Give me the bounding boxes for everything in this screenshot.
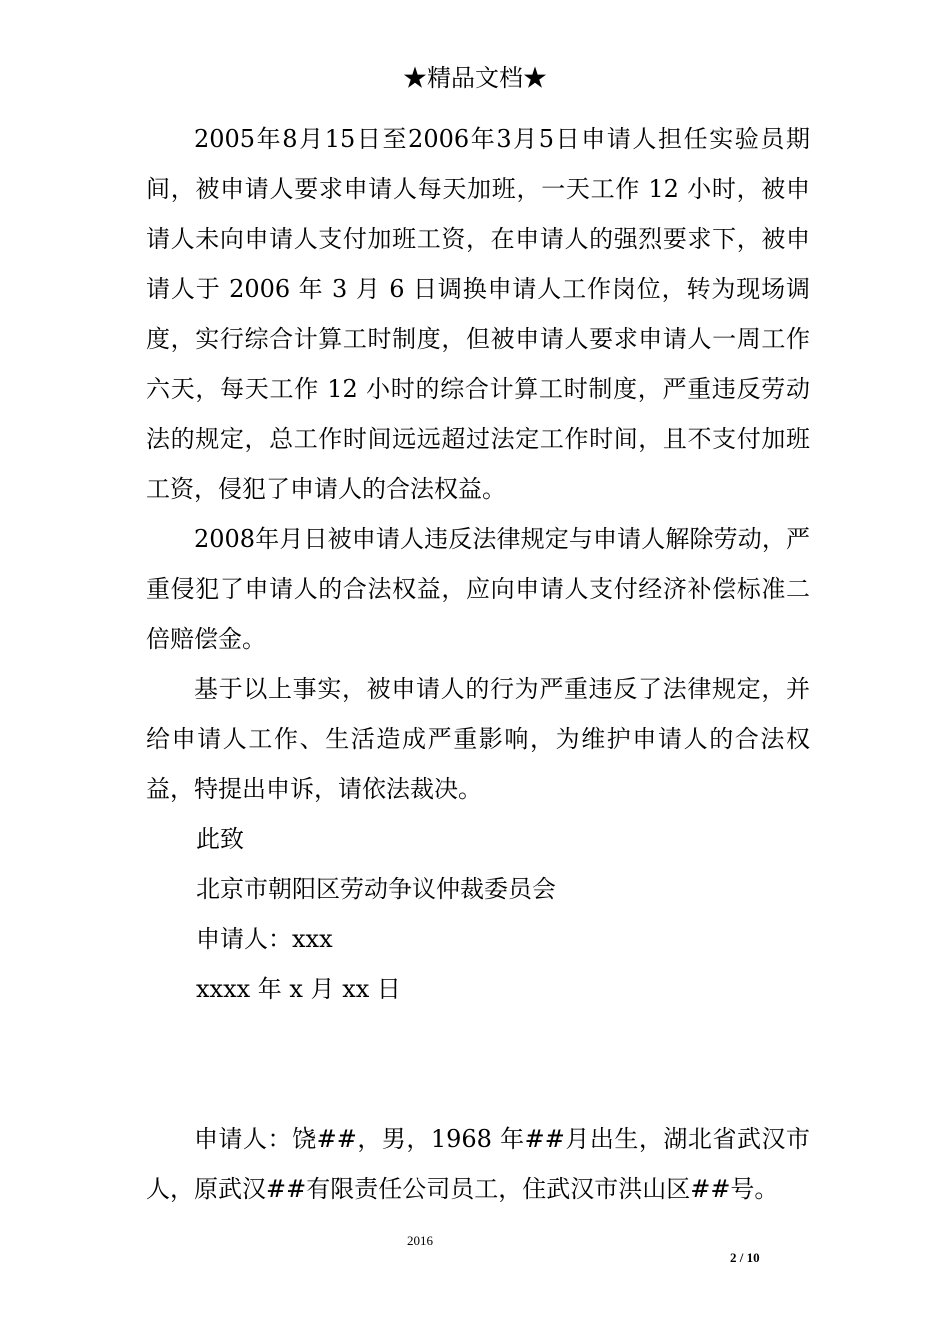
applicant-signature: 申请人：xxx: [196, 925, 333, 953]
closing-salutation: 此致: [196, 825, 244, 853]
paragraph-request: 基于以上事实，被申请人的行为严重违反了法律规定，并给申请人工作、生活造成严重影响，为维护申请人的合法权益，特提出申诉，请依法裁决。: [146, 675, 810, 803]
document-body: [146, 114, 810, 1214]
recipient-committee: 北京市朝阳区劳动争议仲裁委员会: [196, 875, 556, 903]
paragraph-overtime-facts: 2005年8月15日至2006年3月5日申请人担任实验员期间，被申请人要求申请人每天加班，一天工作 12 小时，被申请人未向申请人支付加班工资，在申请人的强烈要求下，被申请人于 2006 年 3 月 6 日调换申请人工作岗位，转为现场调度，实行综合计算工时制度，但被申请人要求申请人一周工作六天，每天工作 12 小时的综合计算工时制度，严重违反劳动法的规定，总工作时间远远超过法定工作时间，且不支付加班工资，侵犯了申请人的合法权益。: [146, 125, 810, 503]
signature-date: xxxx 年 x 月 xx 日: [196, 975, 401, 1003]
paragraph-applicant-info: 申请人：饶##，男，1968 年##月出生，湖北省武汉市人，原武汉##有限责任公司员工，住武汉市洪山区##号。: [146, 1125, 810, 1203]
document-header-title: ★精品文档★: [403, 64, 547, 92]
paragraph-termination: 2008年月日被申请人违反法律规定与申请人解除劳动，严重侵犯了申请人的合法权益，应向申请人支付经济补偿标准二倍赔偿金。: [146, 525, 810, 653]
footer-year: 2016: [407, 1233, 433, 1248]
blank-spacer: [146, 1014, 810, 1114]
page-number: 2 / 10: [730, 1250, 760, 1265]
